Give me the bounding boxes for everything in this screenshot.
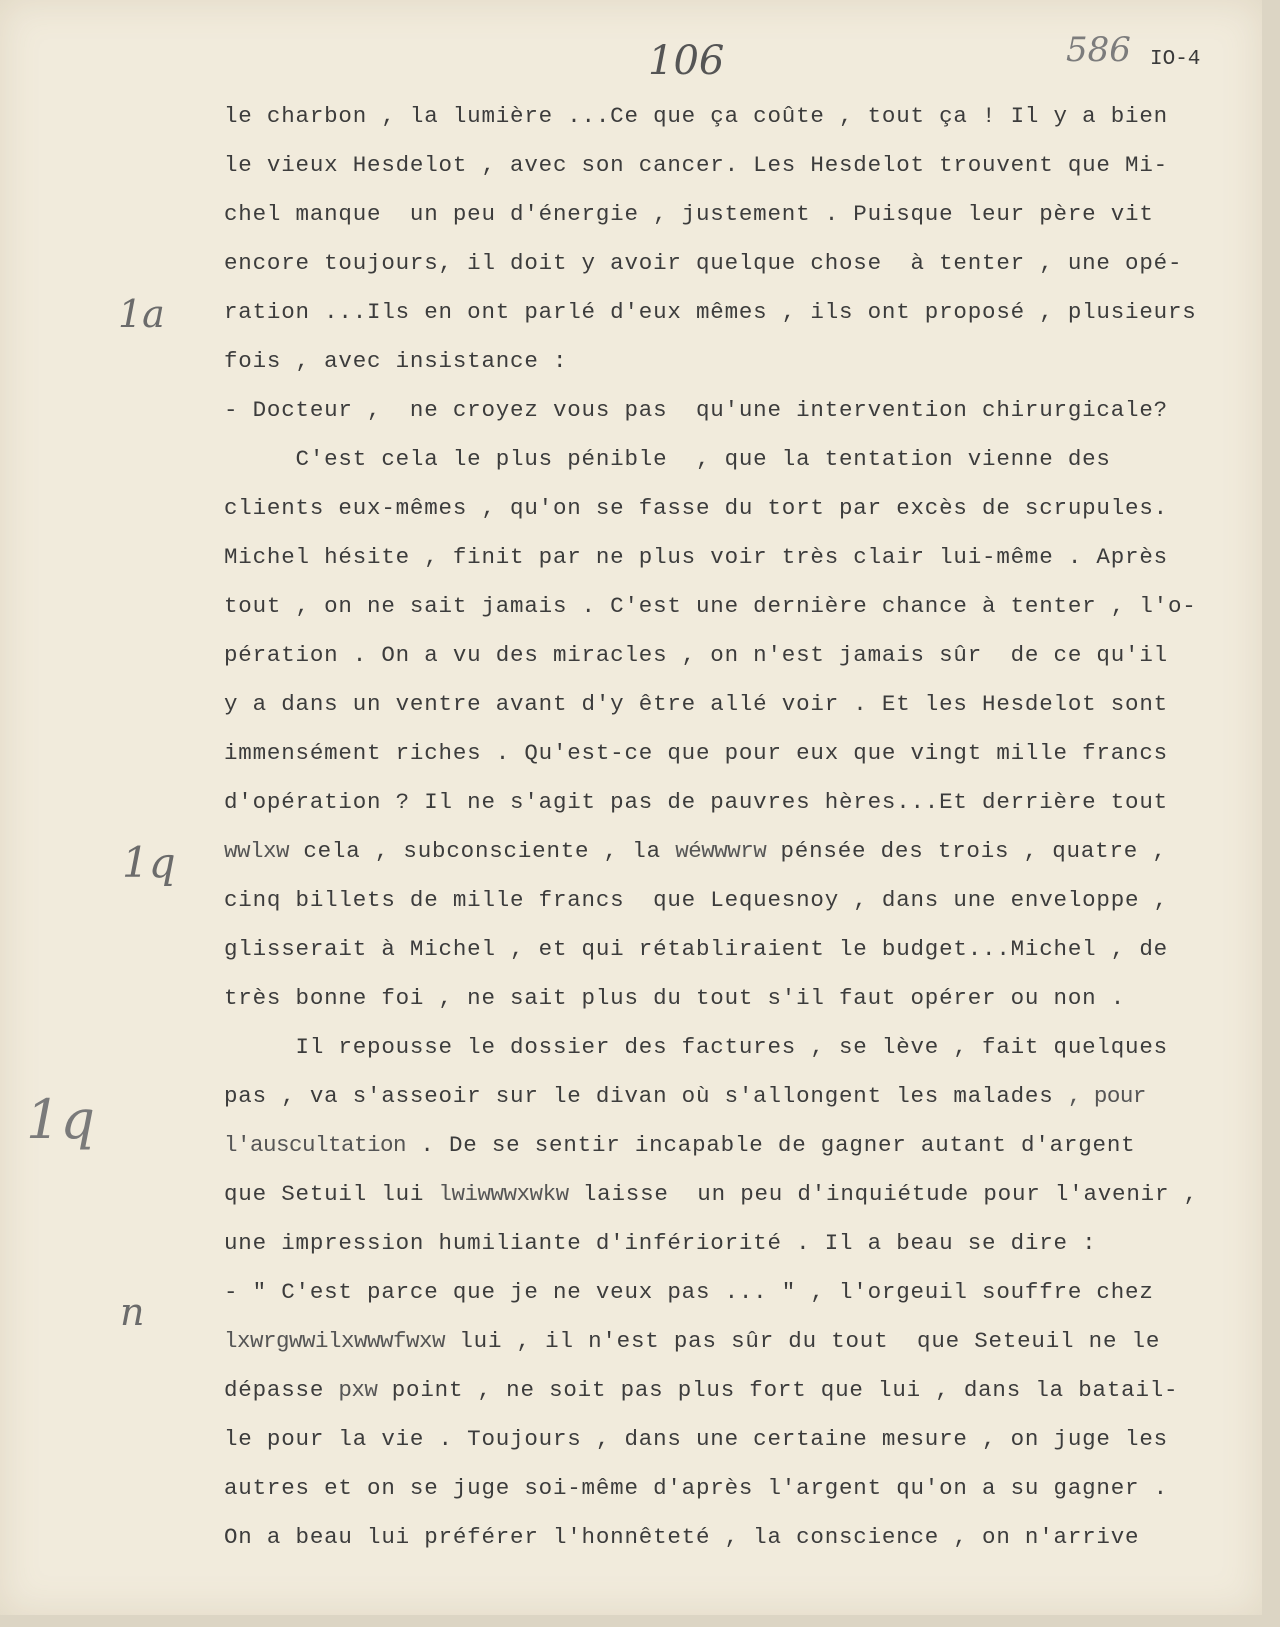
- text-segment: laisse un peu d'inquiétude pour l'avenir ,: [568, 1181, 1198, 1207]
- text-line: [224, 1513, 1254, 1562]
- struck-through-text: l'auscultation: [224, 1132, 407, 1158]
- margin-note: n: [120, 1290, 145, 1334]
- text-segment: glisserait à Michel , et qui rétabliraient le budget...Michel , de: [224, 936, 1168, 962]
- text-segment: immensément riches . Qu'est-ce que pour eux que vingt mille francs: [224, 740, 1168, 766]
- text-segment: le charbon , la lumière ...Ce que ça coûte , tout ça ! Il y a bien: [224, 103, 1168, 129]
- typewritten-body: [224, 92, 1254, 1562]
- text-line: [224, 141, 1254, 190]
- text-line: [224, 778, 1254, 827]
- text-segment: - Docteur , ne croyez vous pas qu'une intervention chirurgicale?: [224, 397, 1168, 423]
- struck-through-text: wéwwwrw: [675, 838, 767, 864]
- page-edge-bottom: [0, 1615, 1280, 1627]
- struck-through-text: lwiwwwxwkw: [438, 1181, 569, 1207]
- text-line: [224, 288, 1254, 337]
- text-segment: le pour la vie . Toujours , dans une certaine mesure , on juge les: [224, 1426, 1168, 1452]
- text-line: [224, 533, 1254, 582]
- text-line: [224, 582, 1254, 631]
- text-segment: autres et on se juge soi-même d'après l'argent qu'on a su gagner .: [224, 1475, 1168, 1501]
- text-line: [224, 827, 1254, 876]
- text-segment: On a beau lui préférer l'honnêteté , la conscience , on n'arrive: [224, 1524, 1140, 1550]
- text-segment: très bonne foi , ne sait plus du tout s'il faut opérer ou non .: [224, 985, 1126, 1011]
- text-line: [224, 729, 1254, 778]
- text-segment: d'opération ? Il ne s'agit pas de pauvres hères...Et derrière tout: [224, 789, 1168, 815]
- margin-note: 1a: [118, 292, 165, 336]
- text-line: [224, 1464, 1254, 1513]
- text-segment: pénsée des trois , quatre ,: [766, 838, 1167, 864]
- text-line: [224, 190, 1254, 239]
- text-segment: cela , subconsciente , la: [289, 838, 676, 864]
- text-segment: dépasse: [224, 1377, 339, 1403]
- text-line: [224, 876, 1254, 925]
- pencil-folio-number: 106: [648, 38, 725, 84]
- text-segment: le vieux Hesdelot , avec son cancer. Les Hesdelot trouvent que Mi-: [224, 152, 1168, 178]
- text-segment: . De se sentir incapable de gagner autant d'argent: [406, 1132, 1136, 1158]
- text-segment: lui , il n'est pas sûr du tout que Seteuil ne le: [445, 1328, 1161, 1354]
- text-line: [224, 337, 1254, 386]
- text-segment: - " C'est parce que je ne veux pas ... " , l'orgeuil souffre chez: [224, 1279, 1154, 1305]
- text-segment: tout , on ne sait jamais . C'est une dernière chance à tenter , l'o-: [224, 593, 1197, 619]
- text-segment: point , ne soit pas plus fort que lui , dans la batail-: [377, 1377, 1179, 1403]
- typed-page-reference: IO-4: [1150, 48, 1201, 71]
- struck-through-text: pxw: [338, 1377, 378, 1403]
- margin-note: 1q: [122, 838, 176, 887]
- struck-through-text: , pour: [1067, 1083, 1146, 1109]
- margin-note: 1q: [26, 1088, 95, 1151]
- text-line: [224, 1268, 1254, 1317]
- text-segment: que Setuil lui: [224, 1181, 439, 1207]
- text-segment: Michel hésite , finit par ne plus voir très clair lui-même . Après: [224, 544, 1168, 570]
- text-line: [224, 1317, 1254, 1366]
- text-segment: cinq billets de mille francs que Lequesnoy , dans une enveloppe ,: [224, 887, 1168, 913]
- text-line: [224, 435, 1254, 484]
- text-line: [224, 1219, 1254, 1268]
- text-line: [224, 1023, 1254, 1072]
- text-line: [224, 1121, 1254, 1170]
- text-line: [224, 1072, 1254, 1121]
- text-line: [224, 92, 1254, 141]
- struck-through-text: wwlxw: [224, 838, 290, 864]
- text-segment: Il repousse le dossier des factures , se lève , fait quelques: [224, 1034, 1168, 1060]
- text-line: [224, 680, 1254, 729]
- text-line: [224, 1415, 1254, 1464]
- text-line: [224, 239, 1254, 288]
- struck-through-text: lxwrgwwilxwwwfwxw: [224, 1328, 446, 1354]
- text-line: [224, 631, 1254, 680]
- text-segment: y a dans un ventre avant d'y être allé voir . Et les Hesdelot sont: [224, 691, 1168, 717]
- text-line: [224, 1366, 1254, 1415]
- text-line: [224, 1170, 1254, 1219]
- text-segment: C'est cela le plus pénible , que la tentation vienne des: [224, 446, 1111, 472]
- text-segment: une impression humiliante d'infériorité . Il a beau se dire :: [224, 1230, 1097, 1256]
- text-segment: pas , va s'asseoir sur le divan où s'allongent les malades: [224, 1083, 1068, 1109]
- text-segment: pération . On a vu des miracles , on n'est jamais sûr de ce qu'il: [224, 642, 1168, 668]
- text-segment: fois , avec insistance :: [224, 348, 568, 374]
- page-edge-right: [1262, 0, 1280, 1627]
- text-segment: clients eux-mêmes , qu'on se fasse du tort par excès de scrupules.: [224, 495, 1168, 521]
- text-line: [224, 386, 1254, 435]
- text-line: [224, 484, 1254, 533]
- text-segment: encore toujours, il doit y avoir quelque chose à tenter , une opé-: [224, 250, 1183, 276]
- text-line: [224, 974, 1254, 1023]
- pencil-secondary-number: 586: [1066, 30, 1131, 70]
- text-line: [224, 925, 1254, 974]
- text-segment: ration ...Ils en ont parlé d'eux mêmes , ils ont proposé , plusieurs: [224, 299, 1197, 325]
- text-segment: chel manque un peu d'énergie , justement . Puisque leur père vit: [224, 201, 1154, 227]
